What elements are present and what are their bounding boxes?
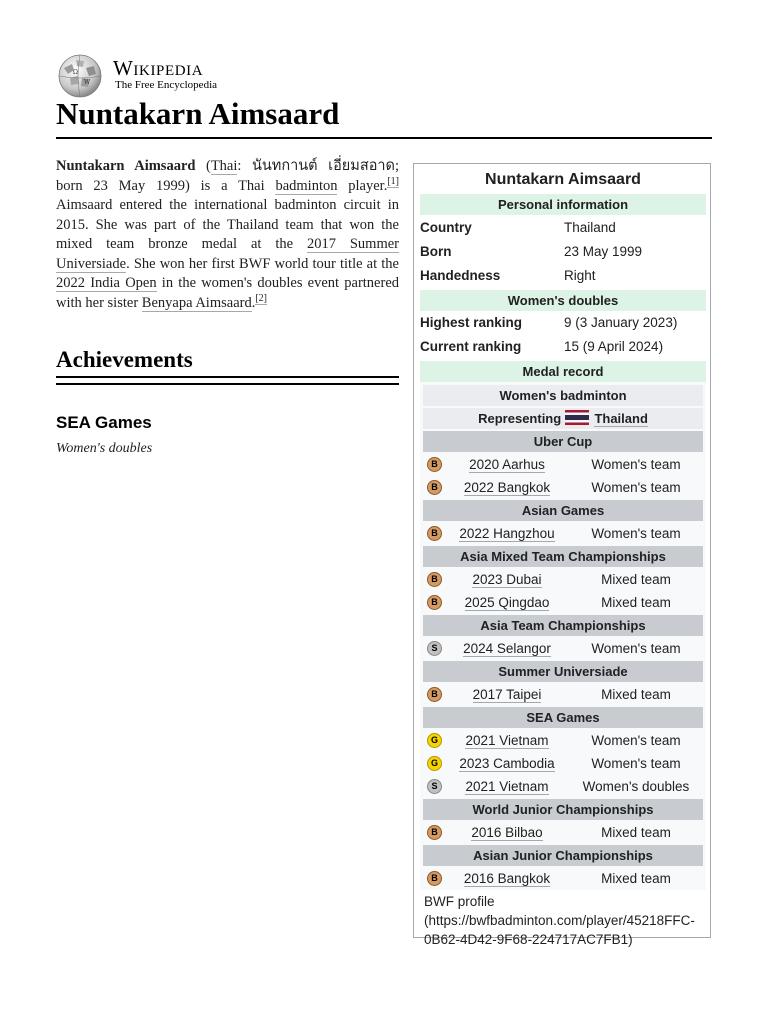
bronze-medal-icon: B bbox=[427, 595, 442, 610]
medal-competition bbox=[449, 638, 565, 660]
medal-competition bbox=[449, 569, 565, 591]
link-india-open[interactable]: 2022 India Open bbox=[56, 275, 157, 291]
medal-event: Mixed team bbox=[601, 595, 671, 610]
medal-section-header: World Junior Championships bbox=[423, 799, 703, 820]
bronze-medal-icon: B bbox=[427, 480, 442, 495]
competition-link[interactable]: 2022 Hangzhou bbox=[459, 526, 555, 541]
medal-row bbox=[423, 776, 703, 798]
competition-link[interactable]: 2022 Bangkok bbox=[463, 480, 551, 495]
medal-event: Mixed team bbox=[601, 871, 671, 886]
subject-name: Nuntakarn Aimsaard bbox=[56, 158, 196, 174]
current-ranking-value: 15 (9 April 2024) bbox=[564, 339, 664, 354]
medal-event: Women's team bbox=[591, 641, 681, 656]
competition-link[interactable]: 2025 Qingdao bbox=[464, 595, 550, 610]
medal-section-header: Asian Junior Championships bbox=[423, 845, 703, 866]
personal-information-header: Personal information bbox=[420, 194, 706, 215]
medal-row bbox=[423, 684, 703, 706]
medal-event: Women's team bbox=[591, 457, 681, 472]
gold-medal-icon: G bbox=[427, 756, 442, 771]
medal-competition bbox=[449, 477, 565, 499]
intro-text: : นันทกานต์ เอี่ยมสอาด; born 23 May 1999) is a Thai bbox=[56, 158, 399, 194]
medal-competition bbox=[449, 523, 565, 545]
representing-label: Representing bbox=[478, 411, 562, 426]
title-divider bbox=[56, 137, 712, 139]
bwf-profile-link[interactable]: BWF profile (https://bwfbadminton.com/player/45218FFC-0B62-4D42-9F68-224717AC7FB1) bbox=[424, 894, 695, 947]
born-label: Born bbox=[420, 244, 452, 259]
medal-competition bbox=[449, 592, 565, 614]
competition-link[interactable]: 2020 Aarhus bbox=[469, 457, 545, 472]
medal-sport-header: Women's badminton bbox=[423, 385, 703, 406]
link-badminton[interactable]: badminton bbox=[275, 177, 338, 194]
link-summer-universiade[interactable]: 2017 Summer Universiade bbox=[56, 236, 399, 272]
intro-text: ( bbox=[195, 158, 211, 174]
link-benyapa-aimsaard[interactable]: Benyapa Aimsaard bbox=[141, 294, 252, 311]
medal-event: Mixed team bbox=[601, 572, 671, 587]
medal-row bbox=[423, 477, 703, 499]
bronze-medal-icon: B bbox=[427, 687, 442, 702]
medal-event: Mixed team bbox=[601, 825, 671, 840]
wikipedia-wordmark bbox=[113, 56, 203, 81]
competition-link[interactable]: 2023 Dubai bbox=[472, 572, 542, 587]
medal-row bbox=[423, 730, 703, 752]
handedness-value: Right bbox=[564, 268, 596, 283]
country-label: Country bbox=[420, 220, 472, 235]
medal-event: Women's team bbox=[591, 756, 681, 771]
medal-record-table bbox=[420, 382, 706, 890]
bronze-medal-icon: B bbox=[427, 871, 442, 886]
intro-text: player. bbox=[337, 177, 388, 194]
medal-competition bbox=[449, 822, 565, 844]
medal-row bbox=[423, 454, 703, 476]
born-value: 23 May 1999 bbox=[564, 244, 643, 259]
medal-section-header: Asian Games bbox=[423, 500, 703, 521]
bronze-medal-icon: B bbox=[427, 457, 442, 472]
silver-medal-icon: S bbox=[427, 779, 442, 794]
medal-row bbox=[423, 523, 703, 545]
intro-text: . bbox=[251, 294, 256, 311]
infobox-title: Nuntakarn Aimsaard bbox=[485, 171, 641, 188]
medal-competition bbox=[449, 868, 565, 890]
sea-games-heading: SEA Games bbox=[56, 413, 152, 432]
competition-link[interactable]: 2021 Vietnam bbox=[465, 779, 549, 794]
womens-doubles-header: Women's doubles bbox=[420, 290, 706, 311]
medal-row bbox=[423, 868, 703, 890]
competition-link[interactable]: 2016 Bilbao bbox=[471, 825, 543, 840]
page-title: Nuntakarn Aimsaard bbox=[56, 96, 340, 131]
medal-competition bbox=[449, 753, 565, 775]
svg-text:W: W bbox=[84, 79, 91, 86]
medal-record-header: Medal record bbox=[420, 361, 706, 382]
medal-event: Women's team bbox=[591, 733, 681, 748]
medal-competition bbox=[449, 454, 565, 476]
medal-section-header: Summer Universiade bbox=[423, 661, 703, 682]
medal-event: Mixed team bbox=[601, 687, 671, 702]
bronze-medal-icon: B bbox=[427, 825, 442, 840]
medal-section-header: Uber Cup bbox=[423, 431, 703, 452]
competition-link[interactable]: 2017 Taipei bbox=[472, 687, 542, 702]
medal-event: Women's team bbox=[591, 526, 681, 541]
handedness-label: Handedness bbox=[420, 268, 501, 283]
competition-link[interactable]: 2023 Cambodia bbox=[459, 756, 555, 771]
medal-section-header: Asia Team Championships bbox=[423, 615, 703, 636]
highest-ranking-label: Highest ranking bbox=[420, 315, 523, 330]
thailand-flag-icon bbox=[565, 410, 589, 425]
site-tagline: The Free Encyclopedia bbox=[115, 79, 218, 91]
medal-event: Women's doubles bbox=[582, 779, 690, 794]
site-name: Wikipedia bbox=[113, 56, 204, 80]
silver-medal-icon: S bbox=[427, 641, 442, 656]
medal-competition bbox=[449, 730, 565, 752]
reference-1[interactable]: [1] bbox=[387, 175, 400, 187]
medal-row bbox=[423, 822, 703, 844]
medal-competition bbox=[449, 776, 565, 798]
medal-row bbox=[423, 592, 703, 614]
medal-section-header: SEA Games bbox=[423, 707, 703, 728]
intro-text: Aimsaard entered the international badminton circuit in 2015. She was part of the Thailand team that won the mixed team bronze medal at the bbox=[56, 197, 399, 252]
medal-row bbox=[423, 753, 703, 775]
bronze-medal-icon: B bbox=[427, 526, 442, 541]
current-ranking-label: Current ranking bbox=[420, 339, 522, 354]
link-thai[interactable]: Thai bbox=[210, 158, 238, 174]
link-thailand[interactable]: Thailand bbox=[594, 411, 648, 426]
intro-paragraph bbox=[56, 157, 399, 313]
intro-text: . She won her first BWF world tour title at the bbox=[126, 255, 399, 272]
medal-event: Women's team bbox=[591, 480, 681, 495]
achievements-divider bbox=[56, 376, 399, 385]
wikipedia-logo[interactable] bbox=[56, 54, 256, 100]
country-value: Thailand bbox=[564, 220, 616, 235]
highest-ranking-value: 9 (3 January 2023) bbox=[564, 315, 678, 330]
gold-medal-icon: G bbox=[427, 733, 442, 748]
achievements-heading: Achievements bbox=[56, 347, 193, 372]
intro-text: in the women's doubles event partnered with her sister bbox=[56, 275, 400, 311]
competition-link[interactable]: 2024 Selangor bbox=[463, 641, 551, 656]
reference-2[interactable]: [2] bbox=[255, 292, 268, 304]
wikipedia-globe-icon bbox=[56, 54, 104, 98]
infobox bbox=[413, 163, 711, 947]
representing-row bbox=[423, 408, 703, 429]
womens-doubles-subheading: Women's doubles bbox=[56, 441, 153, 456]
competition-link[interactable]: 2016 Bangkok bbox=[463, 871, 551, 886]
competition-link[interactable]: 2021 Vietnam bbox=[465, 733, 549, 748]
svg-text:Ω: Ω bbox=[73, 69, 78, 76]
medal-row bbox=[423, 569, 703, 591]
medal-row bbox=[423, 638, 703, 660]
medal-competition bbox=[449, 684, 565, 706]
bronze-medal-icon: B bbox=[427, 572, 442, 587]
medal-section-header: Asia Mixed Team Championships bbox=[423, 546, 703, 567]
